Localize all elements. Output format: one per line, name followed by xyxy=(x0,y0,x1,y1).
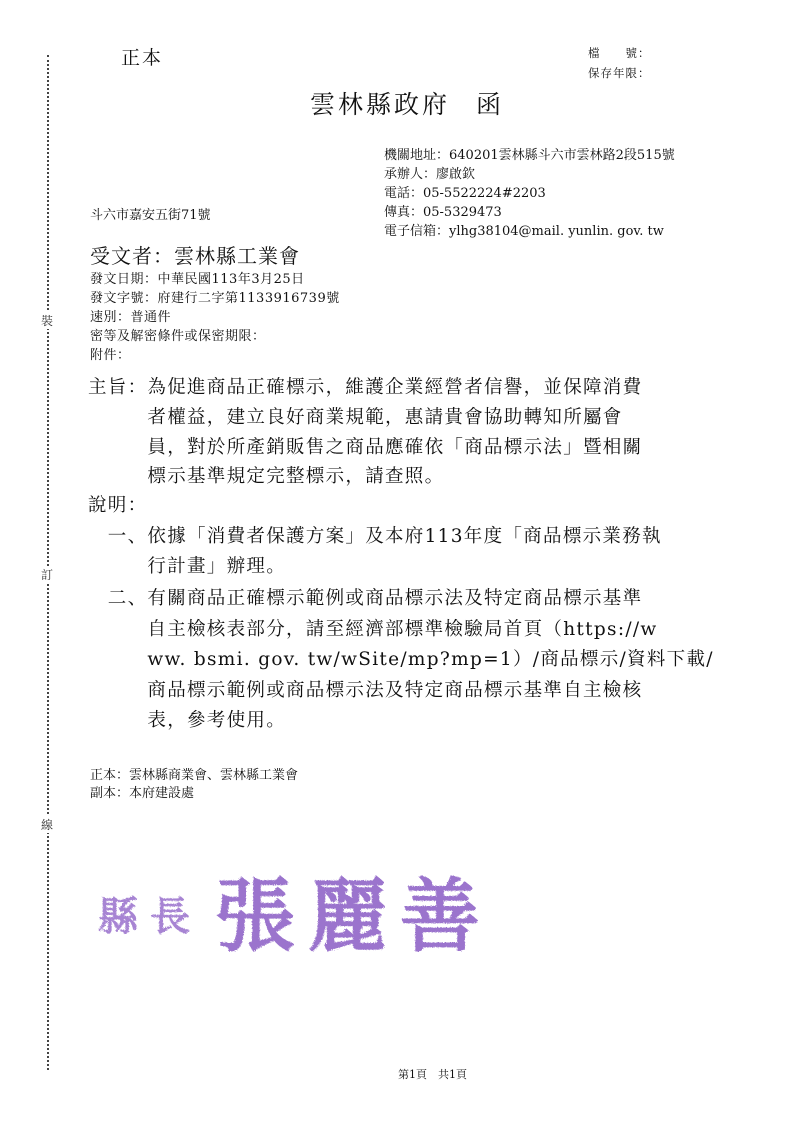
agency-name: 雲林縣政府 xyxy=(310,90,451,119)
document-kind: 函 xyxy=(476,90,505,119)
file-number-label: 檔 號： xyxy=(588,46,651,60)
page-number: 第1頁 共1頁 xyxy=(398,1068,467,1081)
signature-name-char-3: 善 xyxy=(400,869,480,963)
binding-mark-bind: 裝 xyxy=(41,314,54,328)
recipient: 受文者：雲林縣工業會 xyxy=(90,244,300,268)
explanation-line: 行計畫」辦理。 xyxy=(88,556,287,577)
subject-line: 員，對於所產銷販售之商品應確依「商品標示法」暨相關 xyxy=(88,437,643,458)
signature-name-char-2: 麗 xyxy=(308,869,388,963)
explanation-line: 二、有關商品正確標示範例或商品標示法及特定商品標示基準 xyxy=(88,588,643,609)
explanation-heading: 說明： xyxy=(88,495,148,516)
copy-recipients: 副本：本府建設處 xyxy=(90,786,195,801)
original-recipients: 正本：雲林縣商業會、雲林縣工業會 xyxy=(90,768,299,783)
recipient-address: 斗六市嘉安五街71號 xyxy=(90,208,211,223)
explanation-line: ww. bsmi. gov. tw/wSite/mp?mp=1）/商品標示/資料下載/ xyxy=(88,649,714,670)
binding-mark-staple: 訂 xyxy=(41,568,54,582)
document-number: 發文字號：府建行二字第1133916739號 xyxy=(90,291,340,306)
issue-date: 發文日期：中華民國113年3月25日 xyxy=(90,272,305,287)
speed-category: 速別：普通件 xyxy=(90,310,172,325)
agency-address: 機關地址：640201雲林縣斗六市雲林路2段515號 xyxy=(384,148,675,163)
explanation-line: 一、依據「消費者保護方案」及本府113年度「商品標示業務執 xyxy=(88,526,662,547)
binding-dotted-line xyxy=(47,55,49,1070)
secrecy-level: 密等及解密條件或保密期限： xyxy=(90,329,266,344)
subject-line: 標示基準規定完整標示，請查照。 xyxy=(88,466,445,487)
attachments: 附件： xyxy=(90,348,131,363)
signature-title-char-1: 縣 xyxy=(98,893,138,940)
signature-stamp xyxy=(90,848,510,968)
retention-label: 保存年限： xyxy=(588,66,651,80)
explanation-line: 自主檢核表部分，請至經濟部標準檢驗局首頁（https://w xyxy=(88,619,658,640)
agency-fax: 傳真：05-5329473 xyxy=(384,205,502,220)
subject-line: 者權益，建立良好商業規範，惠請貴會協助轉知所屬會 xyxy=(88,407,623,428)
explanation-line: 商品標示範例或商品標示法及特定商品標示基準自主檢核 xyxy=(88,680,643,701)
explanation-line: 表，參考使用。 xyxy=(88,710,287,731)
copy-label: 正本 xyxy=(121,47,164,69)
document-title xyxy=(310,85,504,121)
signature-title-char-2: 長 xyxy=(150,893,190,940)
subject-line: 主旨：為促進商品正確標示，維護企業經營者信譽，並保障消費 xyxy=(88,377,643,398)
agency-email: 電子信箱：ylhg38104@mail. yunlin. gov. tw xyxy=(384,224,664,239)
contact-person: 承辦人：廖啟欽 xyxy=(384,167,476,182)
signature-name-char-1: 張 xyxy=(215,869,295,963)
agency-phone: 電話：05-5522224#2203 xyxy=(384,186,546,201)
binding-mark-line: 線 xyxy=(41,818,54,832)
